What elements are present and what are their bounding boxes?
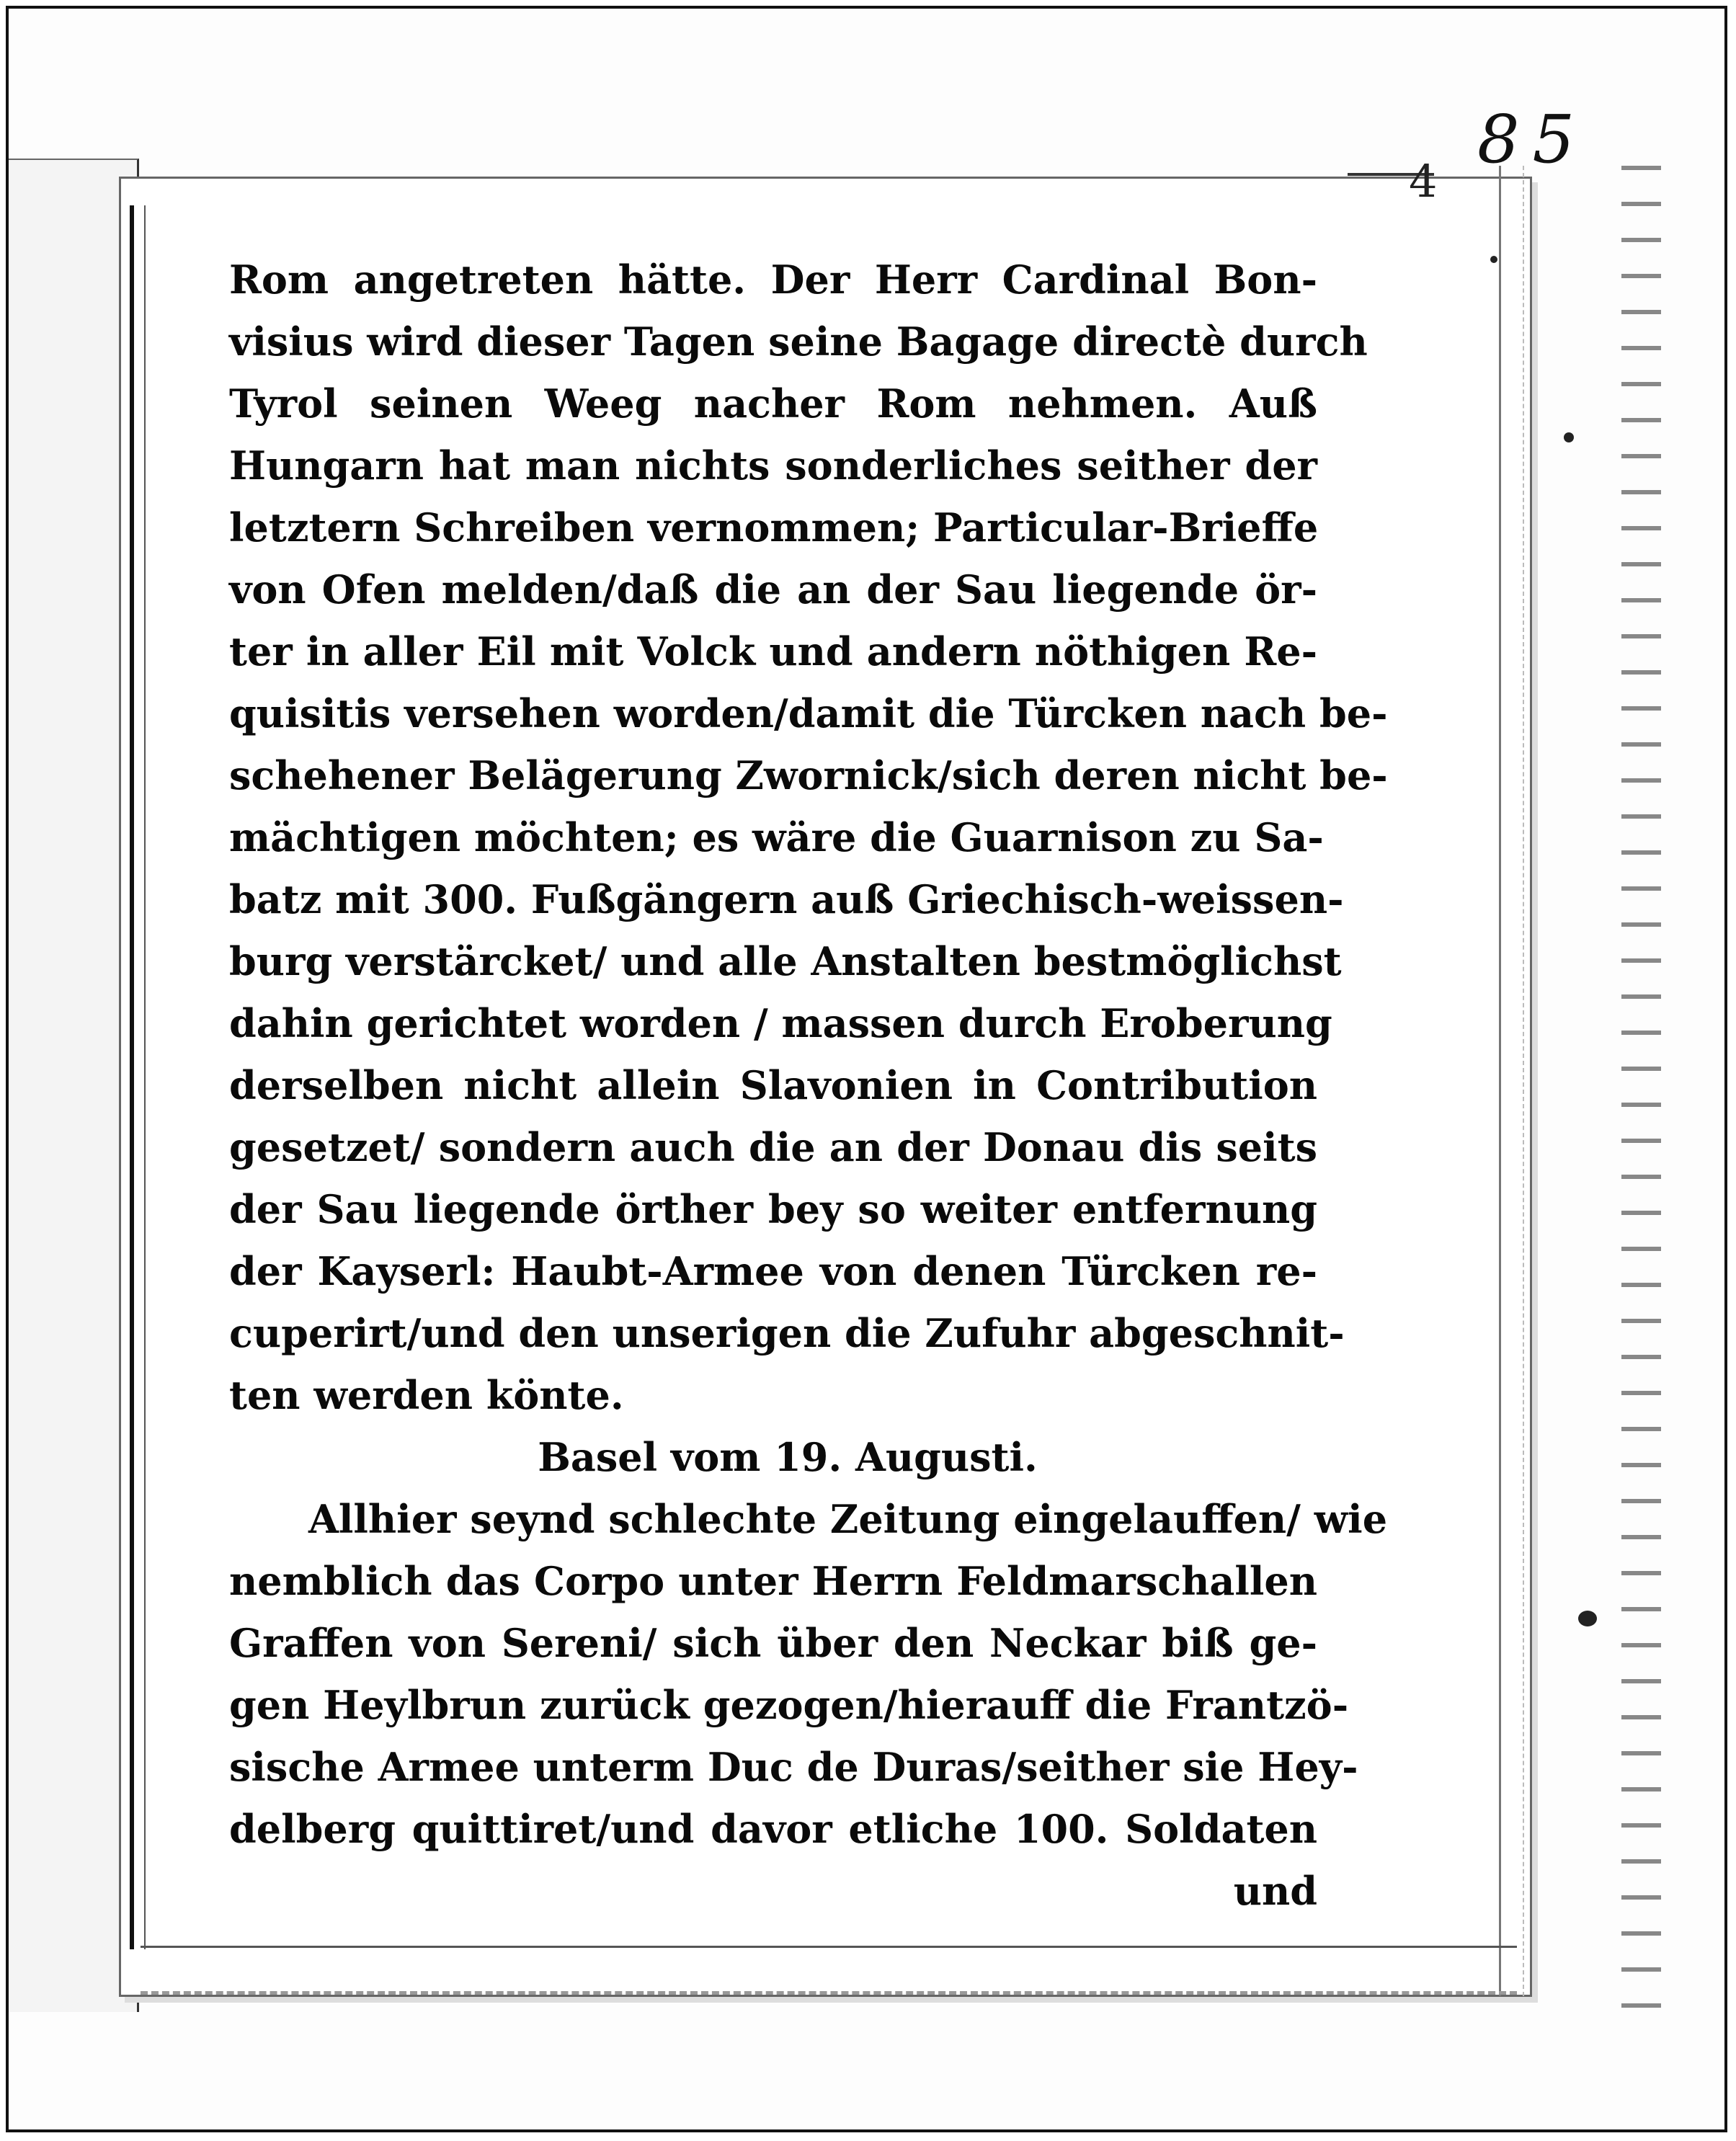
ruler-tick <box>1621 418 1661 422</box>
text-line: letztern Schreiben vernommen; Particular-Brieffe <box>229 504 1319 551</box>
ruler-tick <box>1621 778 1661 783</box>
ruler-tick <box>1621 202 1661 206</box>
text-line: derselben nicht allein Slavonien in Contribution <box>229 1062 1317 1108</box>
ruler-tick <box>1621 382 1661 386</box>
ruler-tick <box>1621 1931 1661 1936</box>
ruler-tick <box>1621 1643 1661 1647</box>
folio-number: 85 <box>1477 101 1588 178</box>
ink-speck <box>1578 1611 1597 1626</box>
ruler-tick <box>1621 634 1661 638</box>
text-line: ten werden könte. <box>229 1372 624 1418</box>
scan-ruler <box>1621 166 1686 2054</box>
text-line: Rom angetreten hätte. Der Herr Cardinal Bon- <box>229 257 1317 303</box>
text-line: von Ofen melden/daß die an der Sau liegende ör- <box>229 566 1317 613</box>
ruler-tick <box>1621 238 1661 242</box>
ink-speck <box>1490 256 1497 263</box>
ruler-tick <box>1621 922 1661 927</box>
text-line: mächtigen möchten; es wäre die Guarnison zu Sa- <box>229 814 1324 860</box>
text-line: Allhier seynd schlechte Zeitung eingelauffen/ wie <box>308 1496 1388 1542</box>
ruler-tick <box>1621 850 1661 855</box>
ruler-tick <box>1621 346 1661 350</box>
ruler-tick <box>1621 1751 1661 1755</box>
page-right-edge <box>1499 166 1524 1996</box>
ruler-tick <box>1621 1823 1661 1828</box>
text-line: gen Heylbrun zurück gezogen/hierauff die Frantzö- <box>229 1682 1349 1728</box>
ruler-tick <box>1621 1283 1661 1287</box>
section-heading: Basel vom 19. Augusti. <box>538 1434 1038 1480</box>
ruler-tick <box>1621 706 1661 711</box>
text-line: Graffen von Sereni/ sich über den Neckar biß ge- <box>229 1620 1317 1666</box>
text-line: batz mit 300. Fußgängern auß Griechisch-weissen- <box>229 876 1344 922</box>
ruler-tick <box>1621 1319 1661 1323</box>
text-line: Hungarn hat man nichts sonderliches seither der <box>229 442 1317 489</box>
ruler-tick <box>1621 1463 1661 1467</box>
ruler-tick <box>1621 1355 1661 1359</box>
text-line: quisitis versehen worden/damit die Türcken nach be- <box>229 690 1388 736</box>
ruler-tick <box>1621 166 1661 170</box>
ruler-tick <box>1621 1787 1661 1791</box>
ruler-tick <box>1621 994 1661 999</box>
ruler-tick <box>1621 1067 1661 1071</box>
ruler-tick <box>1621 958 1661 963</box>
ruler-tick <box>1621 1175 1661 1179</box>
page-binding-edge <box>130 205 146 1949</box>
text-line: cuperirt/und den unserigen die Zufuhr abgeschnit- <box>229 1310 1345 1356</box>
text-line: schehener Belägerung Zwornick/sich deren nicht be- <box>229 752 1388 798</box>
ruler-tick <box>1621 526 1661 530</box>
ruler-tick <box>1621 2003 1661 2008</box>
ruler-tick <box>1621 1391 1661 1395</box>
text-line: delberg quittiret/und davor etliche 100. Soldaten <box>229 1806 1317 1852</box>
text-line: dahin gerichtet worden / massen durch Eroberung <box>229 1000 1332 1046</box>
text-line: burg verstärcket/ und alle Anstalten bestmöglichst <box>229 938 1342 984</box>
body-text <box>229 249 1388 1922</box>
ruler-tick <box>1621 814 1661 819</box>
ruler-tick <box>1621 598 1661 602</box>
ruler-tick <box>1621 310 1661 314</box>
catchword: und <box>1233 1868 1317 1914</box>
ruler-tick <box>1621 742 1661 747</box>
ruler-tick <box>1621 1031 1661 1035</box>
ruler-tick <box>1621 274 1661 278</box>
folio-mark: 4 <box>1409 155 1438 208</box>
ruler-tick <box>1621 1895 1661 1900</box>
text-line: der Kayserl: Haubt-Armee von denen Türcken re- <box>229 1248 1317 1294</box>
ruler-tick <box>1621 454 1661 458</box>
ruler-tick <box>1621 1607 1661 1611</box>
text-line: sische Armee unterm Duc de Duras/seither sie Hey- <box>229 1744 1358 1790</box>
ruler-tick <box>1621 1211 1661 1215</box>
ruler-tick <box>1621 1967 1661 1972</box>
ruler-tick <box>1621 1247 1661 1251</box>
ruler-tick <box>1621 562 1661 566</box>
ruler-tick <box>1621 1535 1661 1539</box>
text-line: Tyrol seinen Weeg nacher Rom nehmen. Auß <box>229 380 1317 427</box>
ruler-tick <box>1621 1139 1661 1143</box>
ruler-tick <box>1621 490 1661 494</box>
ruler-tick <box>1621 1427 1661 1431</box>
ruler-tick <box>1621 1571 1661 1575</box>
ink-speck <box>1564 432 1574 442</box>
ruler-tick <box>1621 1715 1661 1719</box>
ruler-tick <box>1621 1679 1661 1683</box>
text-line: gesetzet/ sondern auch die an der Donau dis seits <box>229 1124 1317 1170</box>
ruler-tick <box>1621 1859 1661 1864</box>
text-line: visius wird dieser Tagen seine Bagage directè durch <box>229 319 1368 365</box>
ruler-tick <box>1621 1103 1661 1107</box>
ruler-tick <box>1621 1499 1661 1503</box>
text-line: ter in aller Eil mit Volck und andern nöthigen Re- <box>229 628 1317 675</box>
text-line: nemblich das Corpo unter Herrn Feldmarschallen <box>229 1558 1317 1604</box>
ruler-tick <box>1621 886 1661 891</box>
text-line: der Sau liegende örther bey so weiter entfernung <box>229 1186 1317 1232</box>
ruler-tick <box>1621 670 1661 675</box>
page-bottom-edge <box>141 1946 1517 1995</box>
